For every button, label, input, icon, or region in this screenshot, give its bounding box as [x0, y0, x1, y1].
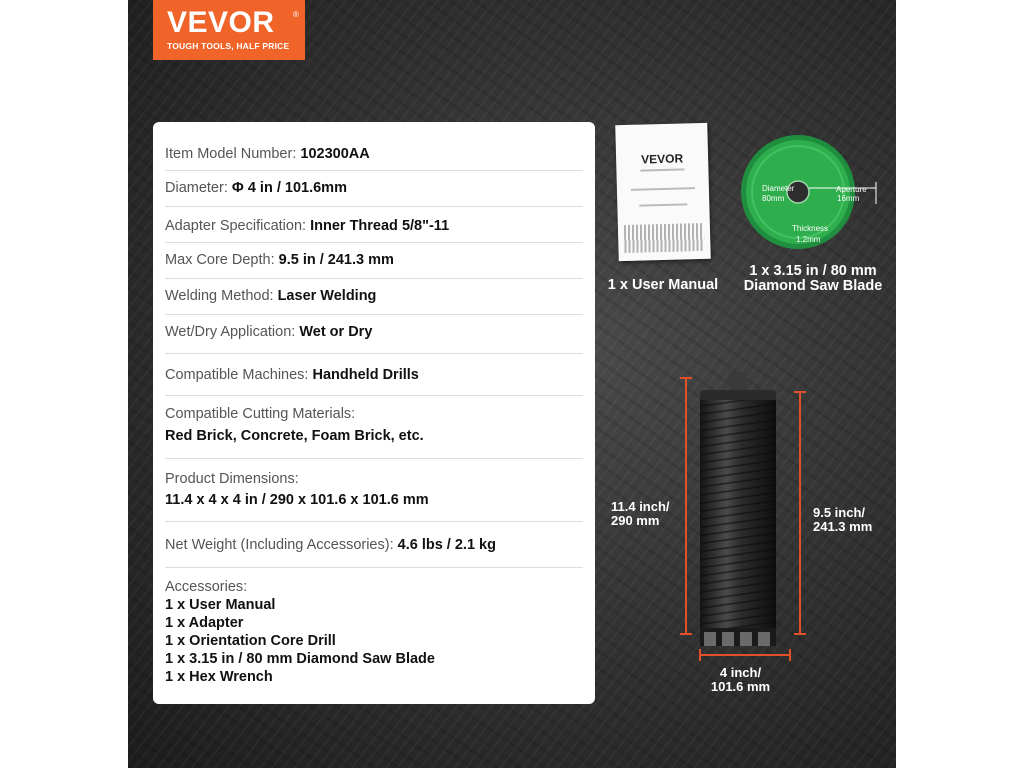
- spec-weight-label: Net Weight (Including Accessories):: [165, 537, 398, 553]
- divider: [165, 567, 583, 568]
- spec-machines-label: Compatible Machines:: [165, 367, 313, 383]
- blade-caption: [738, 264, 888, 294]
- manual-fine-print: [624, 223, 705, 253]
- manual-caption: 1 x User Manual: [607, 277, 719, 293]
- spec-dimensions-value: 11.4 x 4 x 4 in / 290 x 101.6 x 101.6 mm: [165, 492, 429, 508]
- spec-model: [165, 145, 583, 163]
- divider: [165, 395, 583, 396]
- spec-application-label: Wet/Dry Application:: [165, 324, 300, 340]
- spec-machines-value: Handheld Drills: [312, 367, 419, 383]
- manual-text-line: [640, 168, 684, 171]
- spec-weight: [165, 536, 583, 554]
- accessory-item: 1 x Adapter: [165, 615, 244, 631]
- blade-caption-line2: Diamond Saw Blade: [743, 278, 883, 294]
- spec-application-value: Wet or Dry: [299, 324, 373, 340]
- divider: [165, 242, 583, 243]
- blade-aperture-label: Aperture: [836, 185, 867, 194]
- accessory-item: 1 x User Manual: [165, 597, 276, 613]
- accessory-item: 1 x 3.15 in / 80 mm Diamond Saw Blade: [165, 651, 435, 667]
- spec-adapter-value: Inner Thread 5/8"-11: [310, 218, 450, 234]
- width-line1: 4 inch/: [719, 665, 762, 680]
- spec-core-depth: [165, 251, 583, 269]
- spec-adapter-label: Adapter Specification:: [165, 218, 311, 234]
- total-height-line2: 290 mm: [611, 513, 660, 528]
- spec-dimensions-label: Product Dimensions:: [165, 471, 299, 487]
- vevor-logo: [153, 0, 305, 60]
- spec-diameter: [165, 179, 583, 197]
- spec-application: [165, 323, 583, 341]
- spec-welding-label: Welding Method:: [165, 288, 278, 304]
- dimension-lines: [673, 370, 813, 670]
- diamond-saw-blade-image: [740, 134, 885, 254]
- logo-brand: VEVOR: [167, 6, 275, 39]
- accessory-item: 1 x Hex Wrench: [165, 669, 273, 685]
- width-line2: 101.6 mm: [710, 679, 771, 694]
- divider: [165, 353, 583, 354]
- blade-thickness-value: 1.2mm: [796, 235, 821, 244]
- product-image-canvas: [128, 0, 896, 768]
- spec-diameter-label: Diameter:: [165, 180, 232, 196]
- manual-text-line: [639, 203, 687, 206]
- divider: [165, 458, 583, 459]
- spec-weight-value: 4.6 lbs / 2.1 kg: [397, 537, 496, 553]
- spec-core-depth-label: Max Core Depth:: [165, 252, 279, 268]
- spec-core-depth-value: 9.5 in / 241.3 mm: [278, 252, 394, 268]
- blade-thickness-label: Thickness: [792, 224, 829, 233]
- spec-dimensions: [165, 470, 583, 509]
- total-height-line1: 11.4 inch/: [611, 499, 670, 514]
- blade-caption-line1: 1 x 3.15 in / 80 mm: [749, 263, 877, 279]
- manual-brand: VEVOR: [640, 151, 684, 167]
- logo-registered-mark: ®: [293, 10, 299, 19]
- divider: [165, 521, 583, 522]
- core-depth-line1: 9.5 inch/: [813, 505, 866, 520]
- spec-welding-value: Laser Welding: [277, 288, 377, 304]
- width-label: [698, 666, 783, 694]
- total-height-label: [611, 500, 670, 528]
- core-depth-label: [813, 506, 872, 534]
- spec-machines: [165, 366, 583, 384]
- spec-adapter: [165, 217, 583, 235]
- spec-accessories-label: Accessories:: [165, 579, 248, 595]
- spec-model-label: Item Model Number:: [165, 146, 301, 162]
- manual-text-line: [631, 187, 695, 191]
- user-manual-image: [615, 123, 711, 261]
- core-depth-line2: 241.3 mm: [813, 519, 873, 534]
- spec-accessories: [165, 578, 583, 686]
- blade-diameter-label: Diameter: [762, 184, 795, 193]
- divider: [165, 206, 583, 207]
- spec-materials-value: Red Brick, Concrete, Foam Brick, etc.: [165, 428, 424, 444]
- accessory-item: 1 x Orientation Core Drill: [165, 633, 336, 649]
- spec-materials-label: Compatible Cutting Materials:: [165, 406, 356, 422]
- spec-diameter-value: Φ 4 in / 101.6mm: [231, 180, 347, 196]
- blade-aperture-value: 16mm: [837, 194, 860, 203]
- spec-model-value: 102300AA: [300, 146, 370, 162]
- spec-welding: [165, 287, 583, 305]
- divider: [165, 278, 583, 279]
- logo-tagline: TOUGH TOOLS, HALF PRICE: [167, 41, 290, 51]
- divider: [165, 314, 583, 315]
- spec-card: [153, 122, 595, 704]
- divider: [165, 170, 583, 171]
- spec-materials: [165, 405, 583, 445]
- blade-diameter-value: 80mm: [762, 194, 785, 203]
